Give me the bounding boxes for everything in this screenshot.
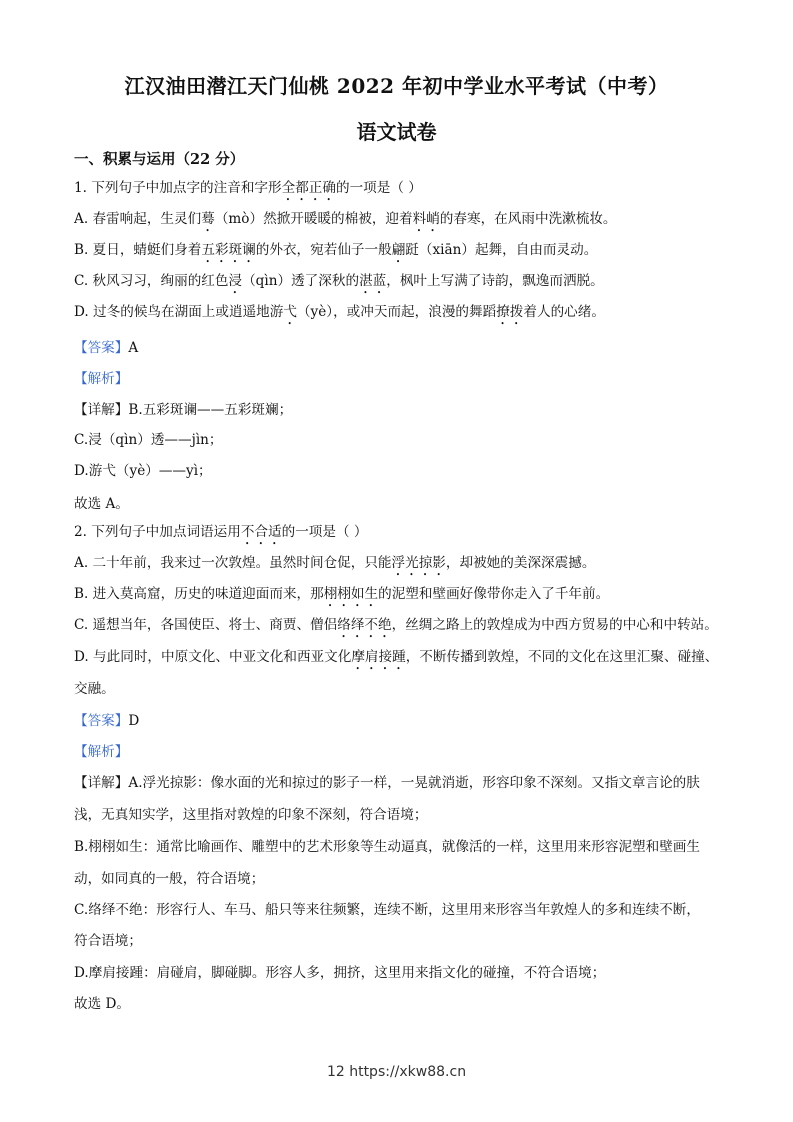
exam-subtitle: 语文试卷 xyxy=(356,120,437,144)
q1-option-d: D. 过冬的候鸟在湖面上或逍遥地游弋（yè），或冲天而起，浪漫的舞蹈撩拨着人的心绪。 xyxy=(74,304,605,320)
q1-stem: 1. 下列句子中加点字的注音和字形全都正确的一项是（ ） xyxy=(74,180,422,196)
q2-explanation-line-4: 动，如同真的一般，符合语境； xyxy=(74,871,265,887)
q2-explanation-line-5: C.络绎不绝：形容行人、车马、船只等来往频繁，连续不断，这里用来形容当年敦煌人的多和连续不断， xyxy=(74,902,700,918)
q2-conclusion: 故选 D。 xyxy=(74,996,131,1012)
q1-detail: 【详解】B.五彩斑谰——五彩斑斓； xyxy=(74,402,293,418)
q2-option-a: A. 二十年前，我来过一次敦煌。虽然时间仓促，只能浮光掠影，却被她的美深深震撼。 xyxy=(74,555,596,571)
q2-option-d-continued: 交融。 xyxy=(74,681,115,697)
q2-stem: 2. 下列句子中加点词语运用不合适的一项是（ ） xyxy=(74,524,368,540)
q2-analysis-tag: 【解析】 xyxy=(74,744,129,760)
section-heading: 一、积累与运用（22 分） xyxy=(74,151,245,168)
q1-option-a: A. 春雷响起，生灵们蓦（mò）然掀开暖暖的棉被，迎着料峭的春寒，在风雨中洗漱梳妆。 xyxy=(74,211,617,227)
q1-answer: 【答案】A xyxy=(74,340,139,356)
q2-option-b: B. 进入莫高窟，历史的味道迎面而来，那栩栩如生的泥塑和壁画好像带你走入了千年前。 xyxy=(74,586,610,602)
q2-explanation-line-7: D.摩肩接踵：肩碰肩，脚碰脚。形容人多，拥挤，这里用来指文化的碰撞，不符合语境； xyxy=(74,965,606,981)
q2-option-d: D. 与此同时，中原文化、中亚文化和西亚文化摩肩接踵，不断传播到敦煌，不同的文化在这里汇聚、碰撞、 xyxy=(74,649,719,665)
q2-answer: 【答案】D xyxy=(74,713,140,729)
q2-option-c: C. 遥想当年，各国使臣、将士、商贾、僧侣络绎不绝，丝绸之路上的敦煌成为中西方贸易的中心和中转站。 xyxy=(74,617,718,633)
q2-explanation-line-3: B.栩栩如生：通常比喻画作、雕塑中的艺术形象等生动逼真，就像活的一样，这里用来形容泥塑和壁画生 xyxy=(74,839,701,855)
exam-title: 江汉油田潜江天门仙桃 2022 年初中学业水平考试（中考） xyxy=(124,74,669,98)
q2-explanation-line-2: 浅，无真知实学，这里指对敦煌的印象不深刻，符合语境； xyxy=(74,807,428,823)
q1-conclusion: 故选 A。 xyxy=(74,496,129,512)
page-footer: 12 https://xkw88.cn xyxy=(326,1064,467,1080)
q1-explanation-d: D.游弋（yè）——yì； xyxy=(74,463,212,479)
q2-explanation-line-6: 符合语境； xyxy=(74,933,142,949)
q1-explanation-c: C.浸（qìn）透——jìn； xyxy=(74,432,223,448)
q2-explanation-line-1: 【详解】A.浮光掠影：像水面的光和掠过的影子一样，一晃就消逝，形容印象不深刻。又指文章言论的肤 xyxy=(74,775,700,791)
q1-option-c: C. 秋风习习，绚丽的红色浸（qìn）透了深秋的湛蓝，枫叶上写满了诗韵，飘逸而洒脱。 xyxy=(74,273,604,289)
q1-option-b: B. 夏日，蜻蜓们身着五彩斑谰的外衣，宛若仙子一般翩跹（xiān）起舞，自由而灵动。 xyxy=(74,242,598,258)
q1-analysis-tag: 【解析】 xyxy=(74,371,129,387)
